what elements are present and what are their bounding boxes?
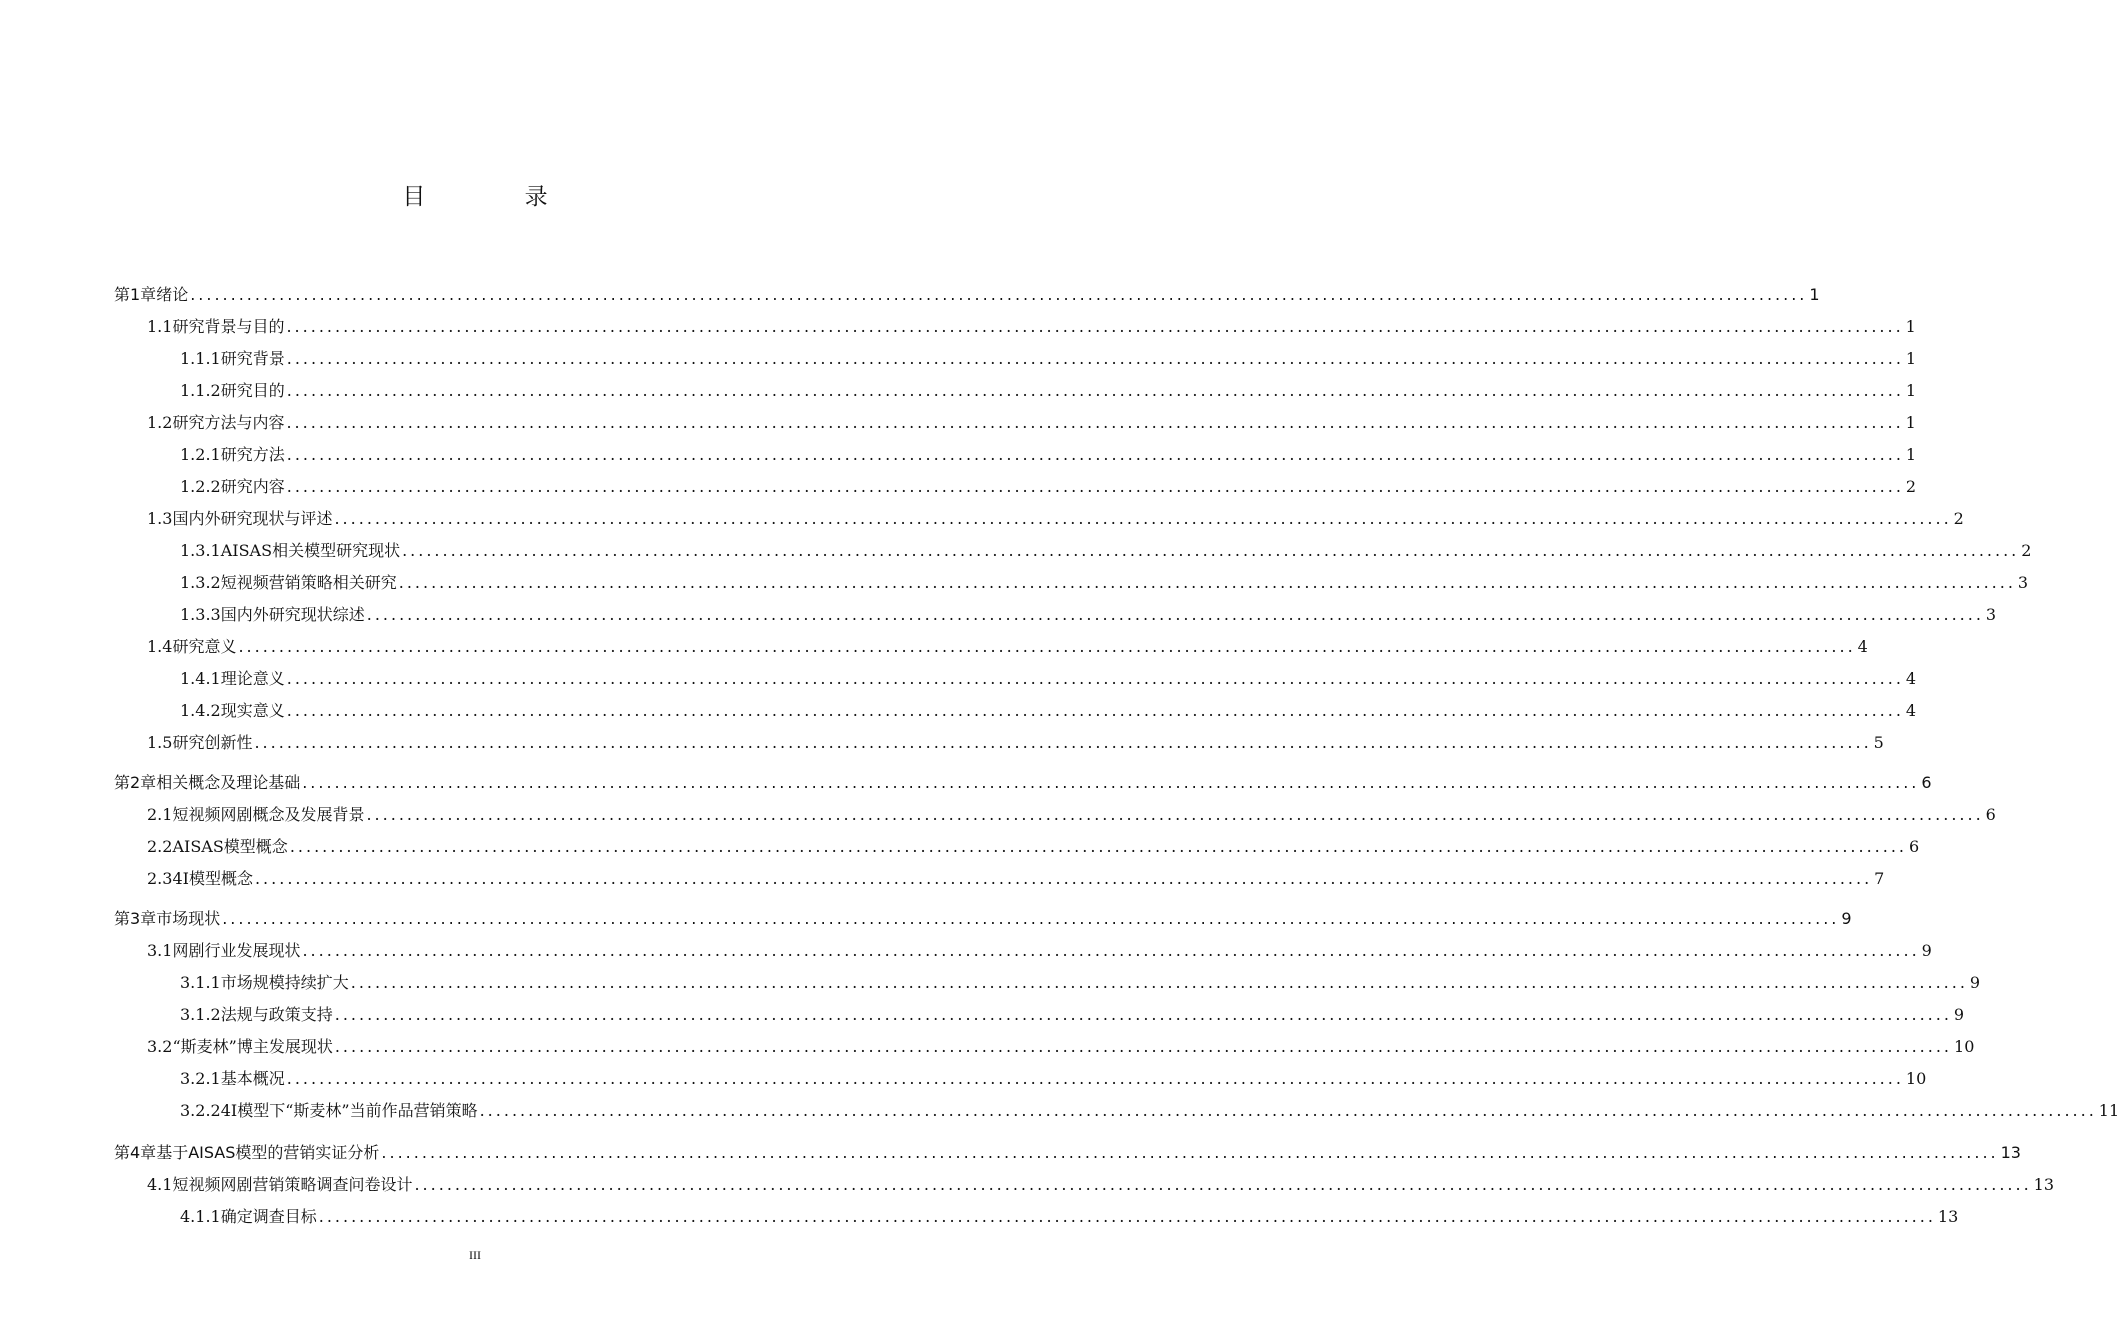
toc-entry[interactable] bbox=[180, 1096, 2119, 1122]
toc-entry[interactable] bbox=[114, 1138, 2021, 1164]
toc-entry-page: 6 bbox=[1985, 805, 1996, 824]
toc-entry-number: 1.1.2 bbox=[180, 381, 221, 400]
dot-leader: ........................................................................................................................................................................................................ bbox=[286, 349, 1904, 368]
toc-entry-number: 1.5 bbox=[147, 733, 173, 752]
dot-leader: ........................................................................................................................................................................................................ bbox=[398, 573, 2016, 592]
toc-entry-number: 2.2 bbox=[147, 837, 173, 856]
toc-entry-page: 9 bbox=[1953, 1005, 1965, 1024]
toc-entry-page: 13 bbox=[2033, 1175, 2055, 1194]
toc-entry-title: 短视频营销策略相关研究 bbox=[220, 573, 397, 592]
toc-entry-title: 研究目的 bbox=[220, 381, 285, 400]
page-title: 目 录 bbox=[402, 184, 594, 210]
dot-leader: ........................................................................................................................................................................................................ bbox=[238, 637, 1856, 656]
toc-entry[interactable] bbox=[114, 904, 1852, 930]
toc-entry-title: 基于AISAS模型的营销实证分析 bbox=[156, 1143, 380, 1162]
toc-entry-title: 研究内容 bbox=[220, 477, 285, 496]
dot-leader: ........................................................................................................................................................................................................ bbox=[302, 941, 1920, 960]
toc-entry-number: 3.2.1 bbox=[180, 1069, 221, 1088]
toc-entry-page: 13 bbox=[2000, 1143, 2021, 1162]
toc-entry-title: 基本概况 bbox=[220, 1069, 285, 1088]
dot-leader: ........................................................................................................................................................................................................ bbox=[289, 837, 1907, 856]
toc-entry-title: 确定调查目标 bbox=[220, 1207, 317, 1226]
toc-entry-number: 2.1 bbox=[147, 805, 173, 824]
toc-entry[interactable] bbox=[180, 696, 1917, 722]
toc-entry-number: 3.2.2 bbox=[180, 1101, 221, 1120]
toc-entry-number: 3.1 bbox=[147, 941, 173, 960]
dot-leader: ........................................................................................................................................................................................................ bbox=[479, 1101, 2097, 1120]
toc-entry-page: 10 bbox=[1905, 1069, 1927, 1088]
toc-entry-number: 4.1 bbox=[147, 1175, 173, 1194]
toc-entry[interactable] bbox=[147, 800, 1996, 826]
toc-entry-page: 3 bbox=[1985, 605, 1997, 624]
toc-entry-page: 1 bbox=[1905, 445, 1917, 464]
dot-leader: ........................................................................................................................................................................................................ bbox=[402, 541, 2020, 560]
dot-leader: ........................................................................................................................................................................................................ bbox=[381, 1143, 1999, 1162]
toc-entry-page: 2 bbox=[1905, 477, 1917, 496]
dot-leader: ........................................................................................................................................................................................................ bbox=[286, 1069, 1904, 1088]
toc-entry[interactable] bbox=[180, 1202, 1959, 1228]
toc-entry-title: 研究方法与内容 bbox=[172, 413, 285, 432]
dot-leader: ........................................................................................................................................................................................................ bbox=[302, 773, 1920, 792]
toc-entry-page: 9 bbox=[1969, 973, 1981, 992]
toc-entry-title: “斯麦林”博主发展现状 bbox=[172, 1037, 333, 1056]
toc-entry[interactable] bbox=[147, 728, 1884, 754]
dot-leader: ........................................................................................................................................................................................................ bbox=[222, 909, 1840, 928]
dot-leader: ........................................................................................................................................................................................................ bbox=[318, 1207, 1936, 1226]
toc-entry-number: 1.3 bbox=[147, 509, 173, 528]
dot-leader: ........................................................................................................................................................................................................ bbox=[366, 605, 1984, 624]
toc-entry-title: 短视频网剧营销策略调查问卷设计 bbox=[172, 1175, 413, 1194]
toc-entry[interactable] bbox=[114, 768, 1932, 794]
toc-entry[interactable] bbox=[147, 936, 1932, 962]
dot-leader: ........................................................................................................................................................................................................ bbox=[286, 477, 1904, 496]
toc-entry[interactable] bbox=[180, 440, 1917, 466]
toc-entry[interactable] bbox=[147, 832, 1920, 858]
toc-entry[interactable] bbox=[180, 376, 1917, 402]
toc-entry[interactable] bbox=[180, 568, 2029, 594]
dot-leader: ........................................................................................................................................................................................................ bbox=[286, 445, 1904, 464]
toc-entry-number: 第2章 bbox=[114, 773, 157, 792]
toc-entry[interactable] bbox=[180, 1064, 1927, 1090]
toc-entry-number: 1.2 bbox=[147, 413, 173, 432]
toc-entry-page: 1 bbox=[1905, 317, 1916, 336]
dot-leader: ........................................................................................................................................................................................................ bbox=[286, 413, 1904, 432]
page-number-footer: III bbox=[469, 1248, 481, 1262]
toc-entry-title: 国内外研究现状综述 bbox=[220, 605, 365, 624]
toc-entry-page: 4 bbox=[1857, 637, 1868, 656]
toc-entry-number: 第3章 bbox=[114, 909, 157, 928]
toc-entry-number: 1.2.1 bbox=[180, 445, 221, 464]
toc-entry-page: 9 bbox=[1921, 941, 1932, 960]
toc-entry-title: AISAS相关模型研究现状 bbox=[220, 541, 401, 560]
dot-leader: ........................................................................................................................................................................................................ bbox=[334, 1005, 1952, 1024]
toc-entry[interactable] bbox=[180, 600, 1997, 626]
toc-entry-page: 13 bbox=[1937, 1207, 1959, 1226]
toc-entry-title: 研究背景与目的 bbox=[172, 317, 285, 336]
toc-entry-page: 6 bbox=[1921, 773, 1932, 792]
toc-entry[interactable] bbox=[180, 344, 1917, 370]
toc-entry-title: 研究意义 bbox=[172, 637, 237, 656]
dot-leader: ........................................................................................................................................................................................................ bbox=[286, 317, 1904, 336]
toc-entry-page: 4 bbox=[1905, 669, 1917, 688]
toc-entry[interactable] bbox=[180, 1000, 1965, 1026]
toc-entry-number: 1.4 bbox=[147, 637, 173, 656]
toc-entry-number: 1.3.2 bbox=[180, 573, 221, 592]
toc-entry-page: 11 bbox=[2098, 1101, 2119, 1120]
toc-entry-number: 1.1 bbox=[147, 317, 173, 336]
dot-leader: ........................................................................................................................................................................................................ bbox=[334, 1037, 1953, 1056]
toc-entry-title: 研究方法 bbox=[220, 445, 285, 464]
toc-entry[interactable] bbox=[147, 504, 1964, 530]
dot-leader: ........................................................................................................................................................................................................ bbox=[286, 669, 1904, 688]
toc-entry-title: 理论意义 bbox=[220, 669, 285, 688]
toc-entry-page: 7 bbox=[1874, 869, 1885, 888]
toc-entry-number: 1.4.1 bbox=[180, 669, 221, 688]
toc-entry-title: AISAS模型概念 bbox=[172, 837, 288, 856]
toc-entry-title: 研究创新性 bbox=[172, 733, 253, 752]
dot-leader: ........................................................................................................................................................................................................ bbox=[414, 1175, 2032, 1194]
toc-entry-page: 1 bbox=[1809, 285, 1820, 304]
toc-entry[interactable] bbox=[147, 312, 1916, 338]
toc-entry-number: 4.1.1 bbox=[180, 1207, 221, 1226]
toc-entry-page: 9 bbox=[1841, 909, 1852, 928]
toc-entry-page: 6 bbox=[1909, 837, 1920, 856]
toc-entry-title: 市场规模持续扩大 bbox=[220, 973, 349, 992]
toc-entry-page: 3 bbox=[2017, 573, 2029, 592]
toc-entry[interactable] bbox=[147, 632, 1868, 658]
toc-entry-page: 1 bbox=[1905, 381, 1917, 400]
toc-entry[interactable] bbox=[147, 864, 1885, 890]
dot-leader: ........................................................................................................................................................................................................ bbox=[286, 701, 1904, 720]
dot-leader: ........................................................................................................................................................................................................ bbox=[254, 869, 1873, 888]
toc-entry-page: 1 bbox=[1905, 413, 1916, 432]
toc-entry-title: 网剧行业发展现状 bbox=[172, 941, 301, 960]
toc-entry-number: 1.1.1 bbox=[180, 349, 221, 368]
toc-entry-number: 第4章 bbox=[114, 1143, 157, 1162]
toc-entry-page: 4 bbox=[1905, 701, 1917, 720]
toc-entry-number: 1.4.2 bbox=[180, 701, 221, 720]
toc-entry-title: 绪论 bbox=[156, 285, 189, 304]
toc-entry-number: 1.2.2 bbox=[180, 477, 221, 496]
toc-entry[interactable] bbox=[180, 472, 1917, 498]
toc-entry-title: 4I模型下“斯麦林”当前作品营销策略 bbox=[220, 1101, 478, 1120]
dot-leader: ........................................................................................................................................................................................................ bbox=[286, 381, 1904, 400]
toc-entry-page: 1 bbox=[1905, 349, 1917, 368]
toc-entry[interactable] bbox=[147, 408, 1916, 434]
toc-entry-number: 3.1.2 bbox=[180, 1005, 221, 1024]
toc-entry[interactable] bbox=[180, 968, 1981, 994]
dot-leader: ........................................................................................................................................................................................................ bbox=[190, 285, 1808, 304]
toc-entry-number: 3.1.1 bbox=[180, 973, 221, 992]
toc-entry-page: 5 bbox=[1873, 733, 1884, 752]
toc-entry[interactable] bbox=[147, 1032, 1975, 1058]
toc-entry-page: 2 bbox=[1953, 509, 1964, 528]
toc-entry-title: 4I模型概念 bbox=[172, 869, 253, 888]
toc-entry-number: 1.3.3 bbox=[180, 605, 221, 624]
toc-entry-number: 2.3 bbox=[147, 869, 173, 888]
toc-entry-title: 相关概念及理论基础 bbox=[156, 773, 301, 792]
toc-entry-title: 短视频网剧概念及发展背景 bbox=[172, 805, 365, 824]
toc-entry[interactable] bbox=[114, 280, 1820, 306]
dot-leader: ........................................................................................................................................................................................................ bbox=[254, 733, 1872, 752]
toc-entry-title: 研究背景 bbox=[220, 349, 285, 368]
toc-entry-page: 2 bbox=[2021, 541, 2032, 560]
toc-entry-page: 10 bbox=[1954, 1037, 1975, 1056]
toc-entry-title: 法规与政策支持 bbox=[220, 1005, 333, 1024]
toc-entry[interactable] bbox=[180, 536, 2032, 562]
toc-entry-number: 3.2 bbox=[147, 1037, 173, 1056]
toc-entry-title: 市场现状 bbox=[156, 909, 221, 928]
toc-entry-number: 1.3.1 bbox=[180, 541, 221, 560]
dot-leader: ........................................................................................................................................................................................................ bbox=[350, 973, 1968, 992]
toc-entry[interactable] bbox=[147, 1170, 2055, 1196]
dot-leader: ........................................................................................................................................................................................................ bbox=[334, 509, 1952, 528]
toc-entry-number: 第1章 bbox=[114, 285, 157, 304]
toc-entry[interactable] bbox=[180, 664, 1917, 690]
toc-entry-title: 国内外研究现状与评述 bbox=[172, 509, 333, 528]
dot-leader: ........................................................................................................................................................................................................ bbox=[366, 805, 1984, 824]
toc-entry-title: 现实意义 bbox=[220, 701, 285, 720]
